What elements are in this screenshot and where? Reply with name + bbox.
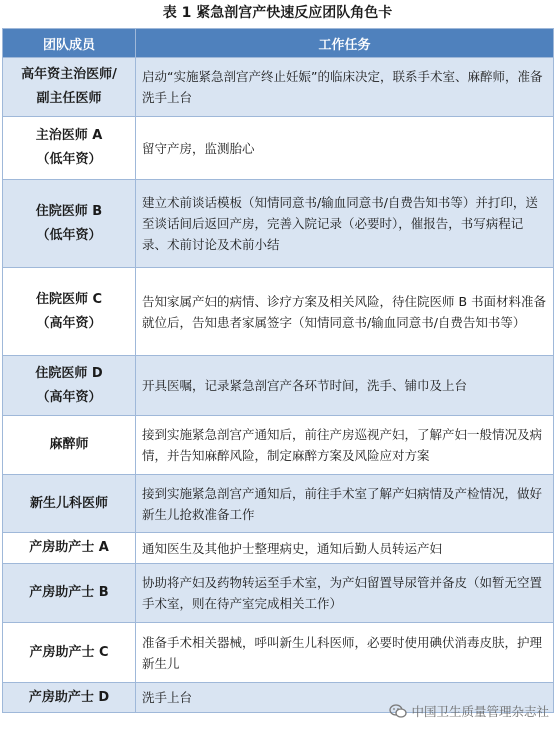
table-row (3, 564, 554, 623)
role-line: 住院医师 B (35, 203, 103, 219)
task-cell: 启动“实施紧急剖宫产终止妊娠”的临床决定，联系手术室、麻醉师，准备洗手上台 (136, 58, 554, 117)
table-row (3, 475, 554, 533)
role-line: 产房助产士 D (28, 689, 110, 705)
role-line: 麻醉师 (49, 437, 89, 452)
table-row (3, 58, 554, 117)
task-cell: 协助将产妇及药物转运至手术室，为产妇留置导尿管并备皮（如暂无空置手术室，则在待产室完成相关工作） (136, 564, 554, 623)
role-line: 住院医师 C (35, 291, 103, 307)
role-cell (3, 180, 136, 268)
task-cell: 接到实施紧急剖宫产通知后，前往手术室了解产妇病情及产检情况，做好新生儿抢救准备工作 (136, 475, 554, 533)
role-line: 高年资主治医师/ (21, 67, 117, 82)
role-cell (3, 416, 136, 475)
watermark (389, 702, 549, 720)
task-cell: 洗手上台 (136, 683, 554, 713)
role-line: 副主任医师 (36, 91, 102, 106)
role-cell (3, 533, 136, 564)
table-row (3, 623, 554, 683)
role-line: （高年资） (36, 389, 102, 405)
header-work-task: 工作任务 (136, 29, 554, 58)
role-line: 新生儿科医师 (29, 495, 108, 511)
wechat-icon (389, 704, 407, 718)
task-cell: 建立术前谈话模板（知情同意书/输血同意书/自费告知书等）并打印，送至谈话间后返回产房，完善入院记录（必要时），催报告，书写病程记录、术前讨论及术前小结 (136, 180, 554, 268)
table-row (3, 356, 554, 416)
role-cell (3, 356, 136, 416)
task-cell: 开具医嘱，记录紧急剖宫产各环节时间，洗手、铺巾及上台 (136, 356, 554, 416)
task-cell: 通知医生及其他护士整理病史，通知后勤人员转运产妇 (136, 533, 554, 564)
role-cell (3, 623, 136, 683)
role-line: （高年资） (36, 315, 102, 331)
table-row (3, 268, 554, 356)
task-cell: 准备手术相关器械，呼叫新生儿科医师，必要时使用碘伏消毒皮肤，护理新生儿 (136, 623, 554, 683)
watermark-text: 中国卫生质量管理杂志社 (411, 704, 549, 719)
role-line: 产房助产士 B (29, 585, 109, 600)
table-row (3, 180, 554, 268)
task-cell: 告知家属产妇的病情、诊疗方案及相关风险，待住院医师 B 书面材料准备就位后，告知患者家属签字（知情同意书/输血同意书/自费告知书等） (136, 268, 554, 356)
table-header-row (3, 29, 554, 58)
role-cell (3, 475, 136, 533)
role-card-table (2, 28, 554, 713)
task-cell: 接到实施紧急剖宫产通知后，前往产房巡视产妇，了解产妇一般情况及病情，并告知麻醉风险，制定麻醉方案及风险应对方案 (136, 416, 554, 475)
role-cell (3, 564, 136, 623)
table-row (3, 533, 554, 564)
header-team-member: 团队成员 (3, 29, 136, 58)
role-cell (3, 268, 136, 356)
role-cell (3, 683, 136, 713)
table-row (3, 416, 554, 475)
table-title: 表 1 紧急剖宫产快速反应团队角色卡 (162, 5, 393, 21)
role-line: （低年资） (36, 227, 102, 243)
role-cell (3, 117, 136, 180)
table-row (3, 117, 554, 180)
task-cell: 留守产房，监测胎心 (136, 117, 554, 180)
role-cell (3, 58, 136, 117)
role-line: 产房助产士 A (29, 540, 109, 555)
role-line: 主治医师 A (35, 128, 103, 143)
role-line: （低年资） (36, 152, 102, 167)
role-line: 产房助产士 C (29, 644, 109, 660)
role-line: 住院医师 D (35, 365, 103, 381)
